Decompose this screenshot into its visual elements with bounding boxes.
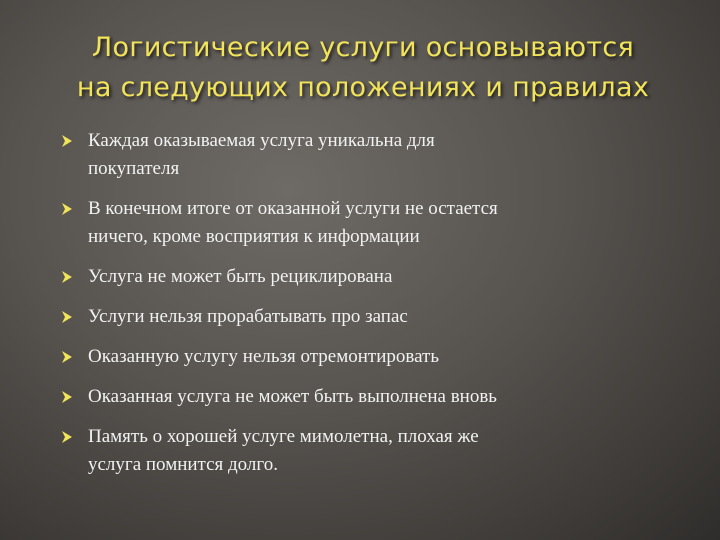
title-line-2: на следующих положениях и правилах: [76, 72, 650, 103]
title-line-1: Логистические услуги основываются: [91, 32, 635, 63]
arrowhead-bullet-icon: [62, 391, 72, 403]
bullet-text-line: ничего, кроме восприятия к информации: [88, 226, 420, 247]
bullet-text-line: Оказанная услуга не может быть выполнена вновь: [88, 386, 497, 407]
bullet-item: [62, 195, 672, 251]
bullet-text-line: Память о хорошей услуге мимолетна, плохая же: [88, 426, 479, 447]
slide-title: [18, 28, 708, 108]
bullet-item: [62, 423, 672, 479]
arrowhead-bullet-icon: [62, 271, 72, 283]
bullet-text-line: покупателя: [88, 158, 180, 179]
arrowhead-bullet-icon: [62, 351, 72, 363]
arrowhead-bullet-icon: [62, 135, 72, 147]
arrowhead-bullet-icon: [62, 431, 72, 443]
bullet-text-line: В конечном итоге от оказанной услуги не остается: [88, 198, 498, 219]
bullet-item: [62, 127, 672, 183]
bullet-item: [62, 343, 672, 371]
bullet-text-line: Услуга не может быть рециклирована: [88, 266, 393, 287]
bullet-list: [62, 127, 672, 491]
bullet-text-line: Каждая оказываемая услуга уникальна для: [88, 130, 435, 151]
bullet-text-line: Оказанную услугу нельзя отремонтировать: [88, 346, 440, 367]
bullet-item: [62, 303, 672, 331]
bullet-text-line: услуга помнится долго.: [88, 454, 278, 475]
arrowhead-bullet-icon: [62, 203, 72, 215]
arrowhead-bullet-icon: [62, 311, 72, 323]
bullet-item: [62, 263, 672, 291]
bullet-item: [62, 383, 672, 411]
bullet-text-line: Услуги нельзя прорабатывать про запас: [88, 306, 408, 327]
